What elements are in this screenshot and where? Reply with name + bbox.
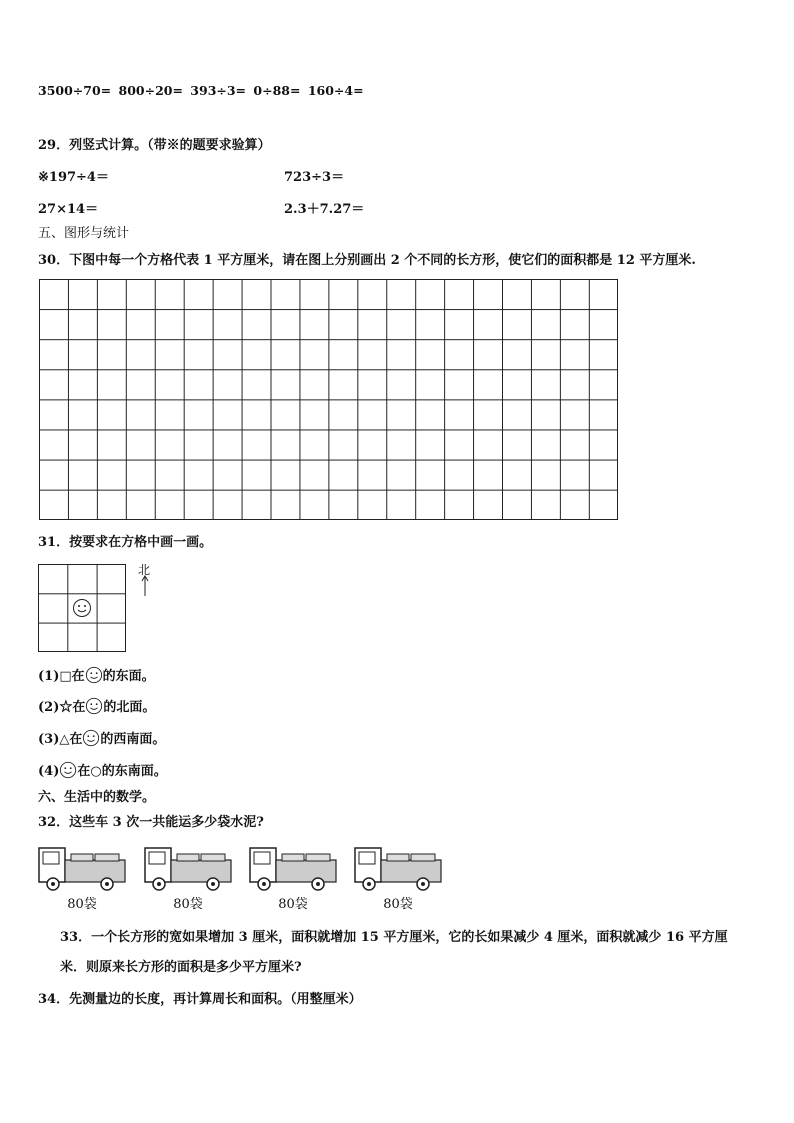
truck-icon-4 bbox=[353, 842, 443, 892]
calc-item-4: 0÷88= bbox=[253, 83, 301, 98]
truck-label-1: 80袋 bbox=[67, 897, 97, 912]
truck-icon-2 bbox=[143, 842, 233, 892]
q33-line-1: 33．一个长方形的宽如果增加 3 厘米，面积就增加 15 平方厘米，它的长如果减少 4 厘米，面积就减少 16 平方厘 bbox=[60, 930, 728, 945]
truck-label-4: 80袋 bbox=[383, 897, 413, 912]
smiley-icon bbox=[85, 666, 103, 684]
q32-title: 32．这些车 3 次一共能运多少袋水泥? bbox=[38, 815, 264, 830]
q29-item-4: 2.3＋7.27＝ bbox=[284, 202, 365, 217]
q31-item-3: (3)△在 的西南面。 bbox=[38, 728, 165, 747]
q31-item-1: (1)□在 的东面。 bbox=[38, 665, 155, 684]
smiley-icon bbox=[59, 761, 77, 779]
smiley-icon bbox=[82, 729, 100, 747]
north-arrow-icon bbox=[140, 575, 150, 597]
calc-item-5: 160÷4= bbox=[307, 83, 364, 98]
calc-item-1: 3500÷70= bbox=[38, 83, 112, 98]
q30-drawing-grid[interactable] bbox=[39, 279, 618, 520]
q29-item-1: ※197÷4＝ bbox=[38, 170, 109, 185]
q33-line-2: 米．则原来长方形的面积是多少平方厘米? bbox=[60, 960, 302, 975]
section-6-heading: 六、生活中的数学。 bbox=[38, 790, 156, 805]
section-5-heading: 五、图形与统计 bbox=[38, 226, 130, 241]
q29-title: 29．列竖式计算。（带※的题要求验算） bbox=[38, 138, 271, 153]
truck-icon-3 bbox=[248, 842, 338, 892]
truck-icon-1 bbox=[37, 842, 127, 892]
q31-title: 31．按要求在方格中画一画。 bbox=[38, 535, 213, 550]
north-label: 北 bbox=[138, 563, 151, 577]
q30-title: 30．下图中每一个方格代表 1 平方厘米，请在图上分别画出 2 个不同的长方形，使它们的面积都是 12 平方厘米. bbox=[38, 253, 696, 268]
calc-item-2: 800÷20= bbox=[118, 83, 183, 98]
center-smiley-icon bbox=[72, 598, 92, 618]
q29-item-3: 27×14＝ bbox=[38, 202, 99, 217]
calc-line bbox=[38, 83, 364, 98]
q31-item-2: (2)☆在 的北面。 bbox=[38, 696, 155, 715]
truck-label-3: 80袋 bbox=[278, 897, 308, 912]
q29-item-2: 723÷3＝ bbox=[284, 170, 345, 185]
truck-label-2: 80袋 bbox=[173, 897, 203, 912]
q34-title: 34．先测量边的长度，再计算周长和面积。（用整厘米） bbox=[38, 992, 362, 1007]
q31-item-4: (4) 在○的东南面。 bbox=[38, 760, 167, 779]
calc-item-3: 393÷3= bbox=[190, 83, 247, 98]
smiley-icon bbox=[85, 697, 103, 715]
